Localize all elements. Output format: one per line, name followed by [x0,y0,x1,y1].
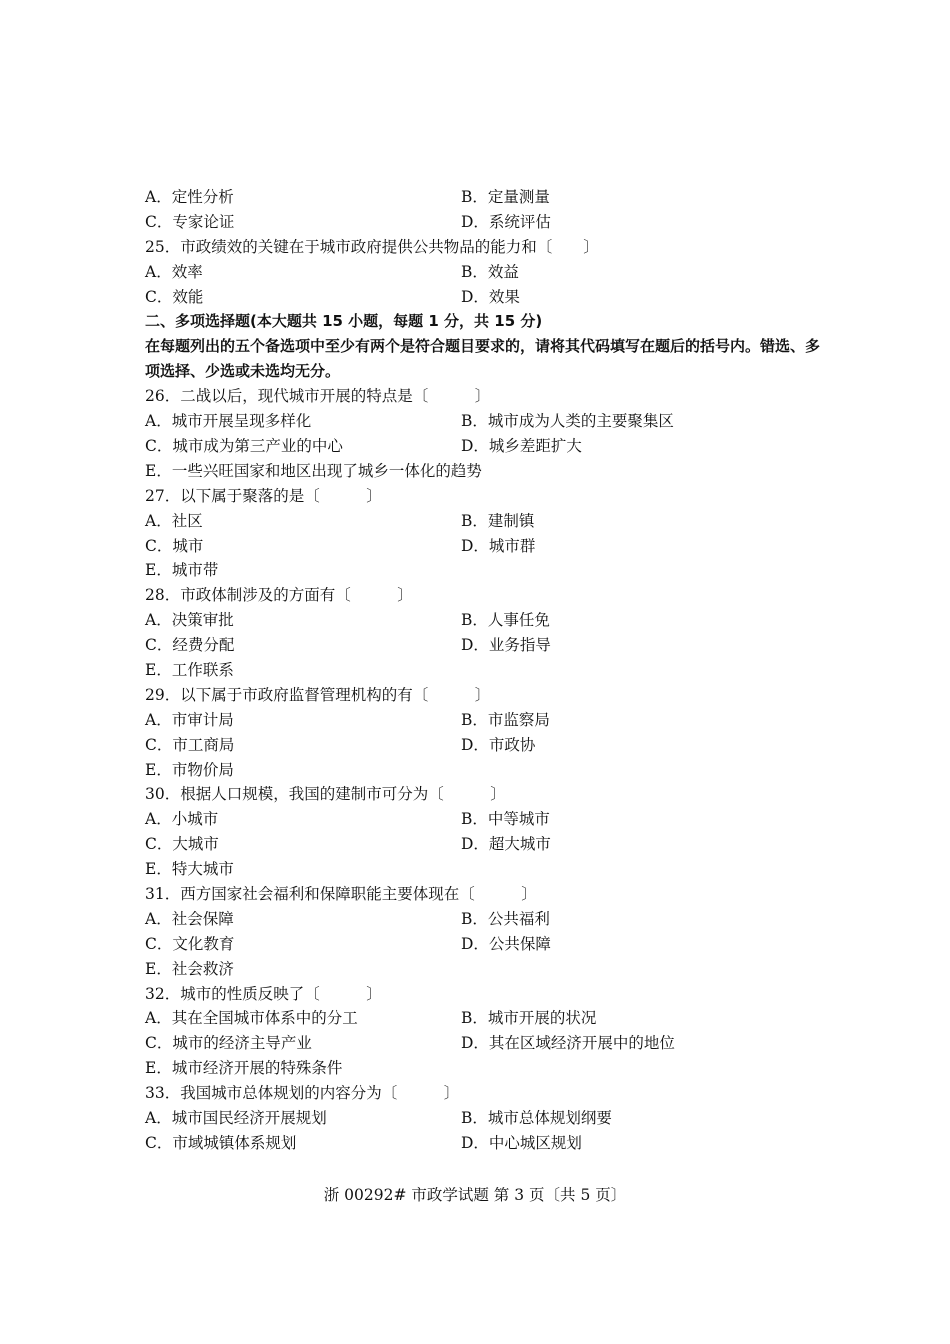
option-row [145,434,825,459]
option-right: D．城市群 [461,536,536,555]
question-line: 25．市政绩效的关键在于城市政府提供公共物品的能力和〔 〕 [145,237,599,256]
option-right: D．城乡差距扩大 [461,436,582,455]
option-left: A．决策审批 [145,611,234,630]
option-left: C．经费分配 [145,636,235,655]
option-right: B．效益 [461,262,519,281]
option-right: B．公共福利 [461,909,550,928]
option-row [145,907,825,932]
option-left: A．城市开展呈现多样化 [145,412,312,431]
question-line: E．一些兴旺国家和地区出现了城乡一体化的趋势 [145,461,482,480]
question-line: 26．二战以后，现代城市开展的特点是〔 〕 [145,387,491,406]
option-right: B．城市成为人类的主要聚集区 [461,412,674,431]
option-left: A．效率 [145,262,203,281]
option-left: C．城市的经济主导产业 [145,1034,312,1053]
option-left: C．文化教育 [145,934,235,953]
option-right: D．系统评估 [461,212,551,231]
option-right: D．中心城区规划 [461,1133,582,1152]
exam-content [145,185,825,1156]
option-row [145,185,825,210]
option-row [145,832,825,857]
option-right: D．效果 [461,287,520,306]
option-right: D．其在区域经济开展中的地位 [461,1034,675,1053]
section-heading: 在每题列出的五个备选项中至少有两个是符合题目要求的，请将其代码填写在题后的括号内。错选、多项选择、少选或未选均无分。 [145,337,821,381]
question-line: E．城市经济开展的特殊条件 [145,1059,343,1078]
question-line: E．特大城市 [145,860,234,879]
question-line: 27．以下属于聚落的是〔 〕 [145,486,382,505]
question-line: 31．西方国家社会福利和保障职能主要体现在〔 〕 [145,884,537,903]
option-row [145,1131,825,1156]
option-row [145,1031,825,1056]
question-line: E．城市带 [145,561,219,580]
option-right: B．定量测量 [461,188,550,206]
option-row [145,633,825,658]
question-line: 28．市政体制涉及的方面有〔 〕 [145,586,413,605]
option-right: B．人事任免 [461,611,550,630]
question-line: E．市物价局 [145,760,234,779]
option-row [145,285,825,310]
option-row [145,509,825,534]
option-right: B．城市开展的状况 [461,1009,597,1028]
option-left: A．定性分析 [145,188,234,206]
option-left: A．城市国民经济开展规划 [145,1108,327,1127]
section-heading: 二、多项选择题(本大题共 15 小题，每题 1 分，共 15 分) [145,312,543,331]
option-row [145,807,825,832]
option-row [145,608,825,633]
option-right: B．城市总体规划纲要 [461,1108,612,1127]
option-row [145,534,825,559]
question-line: 32．城市的性质反映了〔 〕 [145,984,382,1003]
option-row [145,210,825,235]
question-line: 29．以下属于市政府监督管理机构的有〔 〕 [145,685,491,704]
question-line: 30．根据人口规模，我国的建制市可分为〔 〕 [145,785,506,804]
option-left: A．市审计局 [145,710,234,729]
option-left: A．其在全国城市体系中的分工 [145,1009,358,1028]
option-right: D．业务指导 [461,636,551,655]
option-row [145,260,825,285]
option-right: B．市监察局 [461,710,550,729]
option-row [145,708,825,733]
option-left: A．小城市 [145,810,219,829]
option-right: B．中等城市 [461,810,550,829]
option-row [145,1106,825,1131]
option-right: D．超大城市 [461,835,551,854]
option-row [145,1006,825,1031]
option-left: C．效能 [145,287,204,306]
option-left: C．大城市 [145,835,219,854]
option-row [145,733,825,758]
option-left: A．社会保障 [145,909,234,928]
option-right: D．公共保障 [461,934,551,953]
question-line: 33．我国城市总体规划的内容分为〔 〕 [145,1084,460,1103]
option-left: C．城市成为第三产业的中心 [145,436,343,455]
question-line: E．社会救济 [145,959,234,978]
question-line: E．工作联系 [145,660,234,679]
option-right: B．建制镇 [461,511,535,530]
option-left: C．专家论证 [145,212,235,231]
option-left: C．市工商局 [145,735,235,754]
option-left: C．市域城镇体系规划 [145,1133,297,1152]
page-footer: 浙 00292# 市政学试题 第 3 页〔共 5 页〕 [323,1186,627,1204]
option-left: C．城市 [145,536,204,555]
option-right: D．市政协 [461,735,536,754]
option-left: A．社区 [145,511,203,530]
option-row [145,409,825,434]
option-row [145,932,825,957]
